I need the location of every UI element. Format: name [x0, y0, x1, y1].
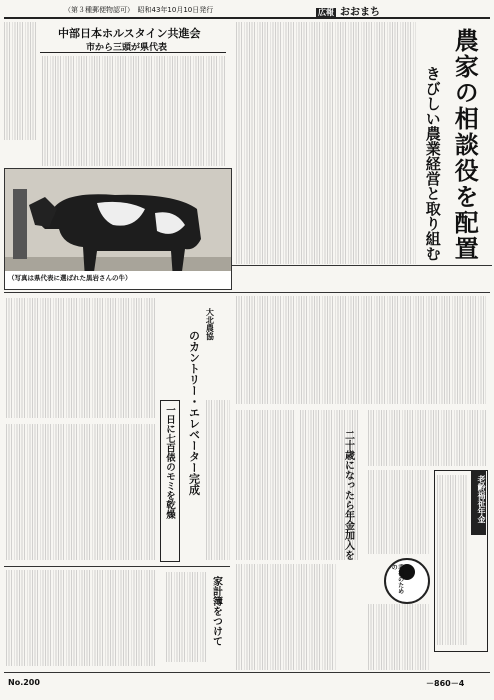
welfare-stamp [384, 558, 430, 604]
photo-caption: （写真は県代表に選ばれた黒岩さんの牛） [8, 274, 132, 282]
pension-headline: 二十歳になったら年金加入を [342, 430, 354, 560]
main-headline: 農家の相談役を配置 [450, 28, 480, 262]
issue-number: No.200 [8, 678, 40, 687]
pension-body [236, 564, 336, 670]
town-name: おおまち [340, 7, 380, 18]
page-number: －860－4 [426, 679, 465, 688]
main-article-body [236, 22, 416, 264]
upper-right-list [368, 410, 486, 466]
cow-photo [4, 168, 232, 290]
elevator-subheadline: 一日に七百俵のモミを乾燥 [163, 405, 175, 519]
paper-label: 広報 [318, 8, 334, 17]
main-article-rule [230, 265, 492, 266]
page-header [4, 3, 490, 19]
elevator-headline: のカントリー・エレベーター完成 [187, 330, 201, 495]
paper-title [316, 3, 380, 18]
holstein-body [42, 56, 226, 166]
left-column-text [4, 22, 36, 140]
bottom-left-text [6, 570, 156, 666]
elevator-body-bottom [6, 424, 156, 560]
budget-label: 家計簿をつけて [210, 576, 222, 646]
elevator-subheadline-box [160, 400, 180, 562]
main-subheadline: きびしい農業経営と取り組む [423, 66, 442, 261]
mail-class-notice: （第３種郵便物認可） 昭和43年10月10日発行 [64, 6, 214, 14]
holstein-subheadline: 市から三頭が県代表 [86, 43, 168, 53]
holstein-headline: 中部日本ホルスタイン共進会 [58, 27, 201, 40]
pension-box [434, 470, 488, 652]
middle-right-text [236, 410, 296, 560]
main-article-continued [236, 296, 486, 404]
budget-box [164, 570, 228, 666]
stamp-text: 幸福のための [390, 564, 404, 594]
elevator-kicker: 大北農協 [205, 308, 216, 340]
holstein-header [40, 22, 226, 53]
pension-box-title: 老齢福祉年金 [471, 471, 486, 535]
elevator-body-top [6, 298, 156, 418]
